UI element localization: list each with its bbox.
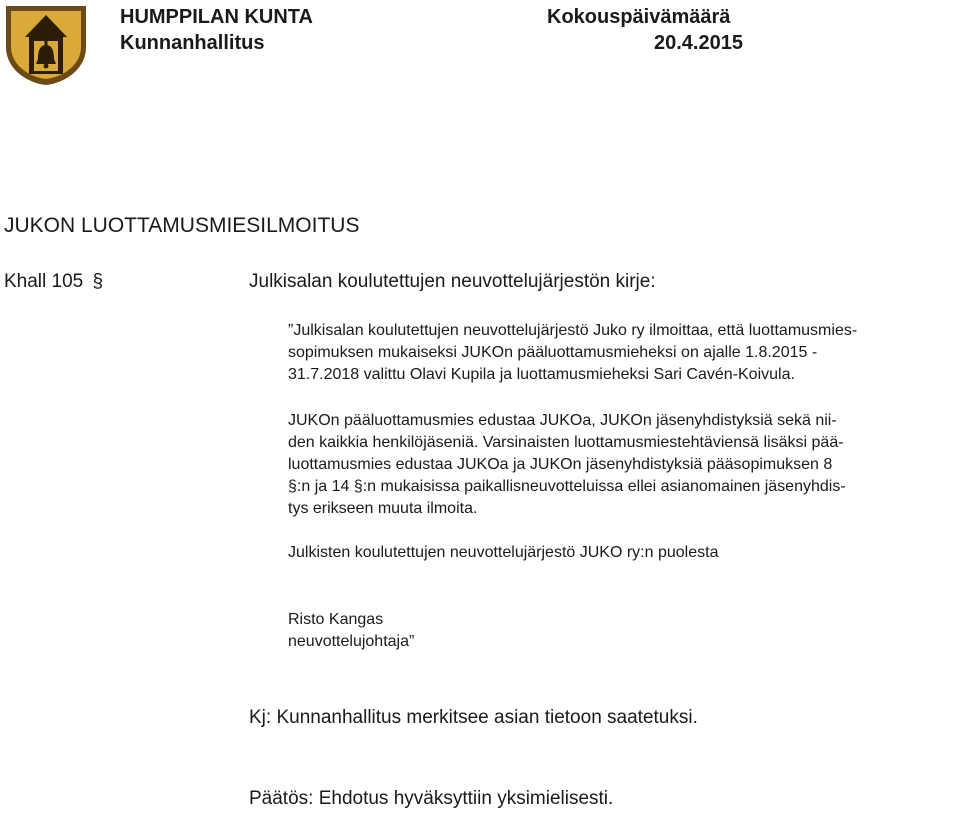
letter-line: ”Julkisalan koulutettujen neuvottelujärjestö Juko ry ilmoittaa, että luottamusmies- — [288, 322, 858, 339]
letter-line: sopimuksen mukaiseksi JUKOn pääluottamusmieheksi on ajalle 1.8.2015 - — [288, 344, 818, 361]
letter-paragraph-2 — [288, 410, 958, 520]
section-symbol: § — [92, 271, 104, 292]
section-ref-text: Khall 105 — [4, 271, 84, 292]
signature-name: Risto Kangas — [288, 611, 384, 628]
municipality-crest — [3, 3, 89, 87]
letter-line: 31.7.2018 valittu Olavi Kupila ja luottamusmieheksi Sari Cavén-Koivula. — [288, 366, 795, 383]
document-type-label: Kokouspäivämäärä — [547, 6, 731, 28]
signature-title: neuvottelujohtaja” — [288, 633, 415, 650]
document-title: JUKON LUOTTAMUSMIESILMOITUS — [4, 214, 360, 237]
section-reference — [4, 270, 103, 294]
letter-line: §:n ja 14 §:n mukaisissa paikallisneuvotteluissa ellei asianomainen jäsenyhdis- — [288, 478, 846, 495]
decision-text: Päätös: Ehdotus hyväksyttiin yksimielisesti. — [249, 788, 614, 809]
item-subject: Julkisalan koulutettujen neuvottelujärjestön kirje: — [249, 271, 656, 292]
letter-line: JUKOn pääluottamusmies edustaa JUKOa, JUKOn jäsenyhdistyksiä sekä nii- — [288, 412, 837, 429]
closing-line: Julkisten koulutettujen neuvottelujärjestö JUKO ry:n puolesta — [288, 544, 719, 561]
organ-name: Kunnanhallitus — [120, 32, 265, 54]
letter-paragraph-1 — [288, 320, 958, 386]
signature-block — [288, 609, 958, 653]
letter-line: tys erikseen muuta ilmoita. — [288, 500, 478, 517]
meeting-date: 20.4.2015 — [654, 32, 743, 54]
letter-closing — [288, 542, 958, 564]
municipality-name: HUMPPILAN KUNTA — [120, 6, 313, 28]
letter-line: luottamusmies edustaa JUKOa ja JUKOn jäsenyhdistyksiä pääsopimuksen 8 — [288, 456, 833, 473]
letter-line: den kaikkia henkilöjäseniä. Varsinaisten luottamusmiestehtäviensä lisäksi pää- — [288, 434, 844, 451]
crest-emblem-icon — [3, 3, 89, 87]
proposal-text: Kj: Kunnanhallitus merkitsee asian tietoon saatetuksi. — [249, 707, 698, 728]
